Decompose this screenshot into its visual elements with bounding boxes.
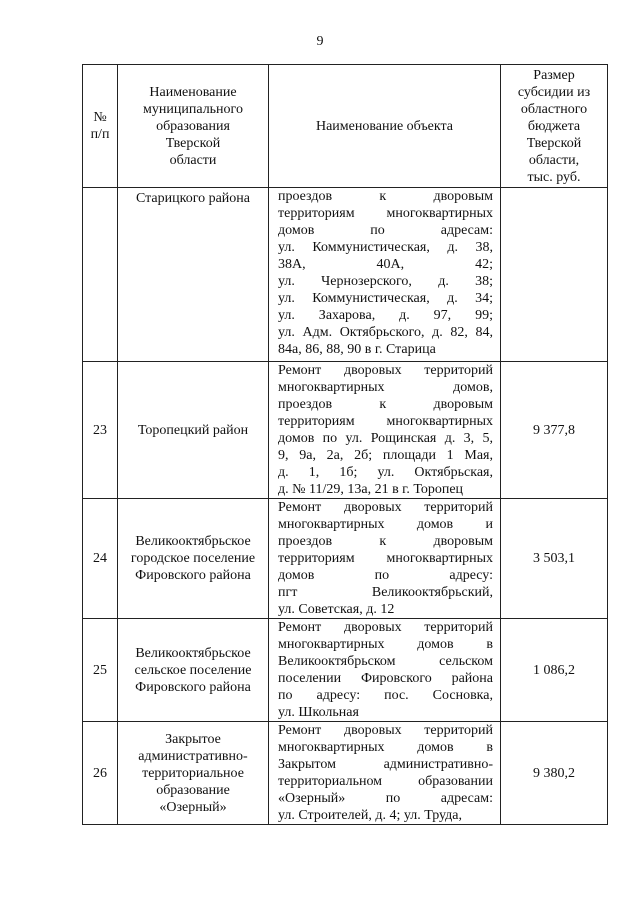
object-line: ул. Адм. Октябрьского, д. 82, 84, [278, 325, 493, 340]
row-municipality: Торопецкий район [118, 362, 269, 499]
row-object [269, 188, 501, 362]
row-municipality: Старицкого района [118, 188, 269, 362]
header-object: Наименование объекта [269, 65, 501, 188]
object-line: по адресу: пос. Сосновка, [278, 688, 493, 703]
object-line: проездов к дворовым [278, 397, 493, 412]
row-municipality: Закрытое административно- территориальное образование «Озерный» [118, 722, 269, 825]
row-object [269, 722, 501, 825]
row-object [269, 499, 501, 619]
object-line: территориальном образовании [278, 774, 493, 789]
object-line: Ремонт дворовых территорий [278, 620, 493, 635]
object-line: ул. Строителей, д. 4; ул. Труда, [278, 808, 463, 823]
object-line: территориям многоквартирных [278, 551, 493, 566]
object-line: многоквартирных домов в [278, 740, 493, 755]
row-amount: 9 377,8 [501, 362, 608, 499]
object-line: поселении Фировского района [278, 671, 493, 686]
table-row [83, 619, 608, 722]
header-num: № п/п [83, 65, 118, 188]
row-object [269, 362, 501, 499]
row-number: 23 [83, 362, 118, 499]
object-line: домов по адресам: [278, 223, 493, 238]
header-amount: Размер субсидии из областного бюджета Тверской области, тыс. руб. [501, 65, 608, 188]
object-line: ул. Школьная [278, 705, 359, 720]
object-line: д. 1, 1б; ул. Октябрьская, [278, 465, 493, 480]
object-line: ул. Советская, д. 12 [278, 602, 395, 617]
row-amount: 3 503,1 [501, 499, 608, 619]
object-line: 38А, 40А, 42; [278, 257, 493, 272]
table-row [83, 188, 608, 362]
object-line: д. № 11/29, 13а, 21 в г. Торопец [278, 482, 464, 497]
table-row [83, 499, 608, 619]
object-line: Ремонт дворовых территорий [278, 723, 493, 738]
table-header-row [83, 65, 608, 188]
object-line: домов по адресу: [278, 568, 493, 583]
object-line: ул. Чернозерского, д. 38; [278, 274, 493, 289]
row-amount: 9 380,2 [501, 722, 608, 825]
object-line: многоквартирных домов, [278, 380, 493, 395]
subsidy-table [82, 64, 608, 825]
object-line: многоквартирных домов в [278, 637, 493, 652]
row-number: 24 [83, 499, 118, 619]
object-line: 9, 9а, 2а, 2б; площади 1 Мая, [278, 448, 493, 463]
object-line: территориям многоквартирных [278, 206, 493, 221]
object-line: Ремонт дворовых территорий [278, 500, 493, 515]
object-line: территориям многоквартирных [278, 414, 493, 429]
row-object [269, 619, 501, 722]
object-line: проездов к дворовым [278, 189, 493, 204]
object-line: ул. Коммунистическая, д. 38, [278, 240, 493, 255]
page-number: 9 [316, 34, 324, 49]
row-number: 25 [83, 619, 118, 722]
object-line: ул. Коммунистическая, д. 34; [278, 291, 493, 306]
row-number: 26 [83, 722, 118, 825]
object-line: ул. Захарова, д. 97, 99; [278, 308, 493, 323]
row-number [83, 188, 118, 362]
row-municipality: Великооктябрьское городское поселение Фировского района [118, 499, 269, 619]
object-line: Великооктябрьском сельском [278, 654, 493, 669]
object-line: проездов к дворовым [278, 534, 493, 549]
row-amount [501, 188, 608, 362]
row-municipality: Великооктябрьское сельское поселение Фировского района [118, 619, 269, 722]
object-line: многоквартирных домов и [278, 517, 493, 532]
header-municipality: Наименование муниципального образования Тверской области [118, 65, 269, 188]
object-line: пгт Великооктябрьский, [278, 585, 493, 600]
object-line: Ремонт дворовых территорий [278, 363, 493, 378]
object-line: «Озерный» по адресам: [278, 791, 493, 806]
object-line: Закрытом административно- [278, 757, 493, 772]
object-line: 84а, 86, 88, 90 в г. Старица [278, 342, 436, 357]
row-amount: 1 086,2 [501, 619, 608, 722]
object-line: домов по ул. Рощинская д. 3, 5, [278, 431, 493, 446]
table-row [83, 362, 608, 499]
table-row [83, 722, 608, 825]
